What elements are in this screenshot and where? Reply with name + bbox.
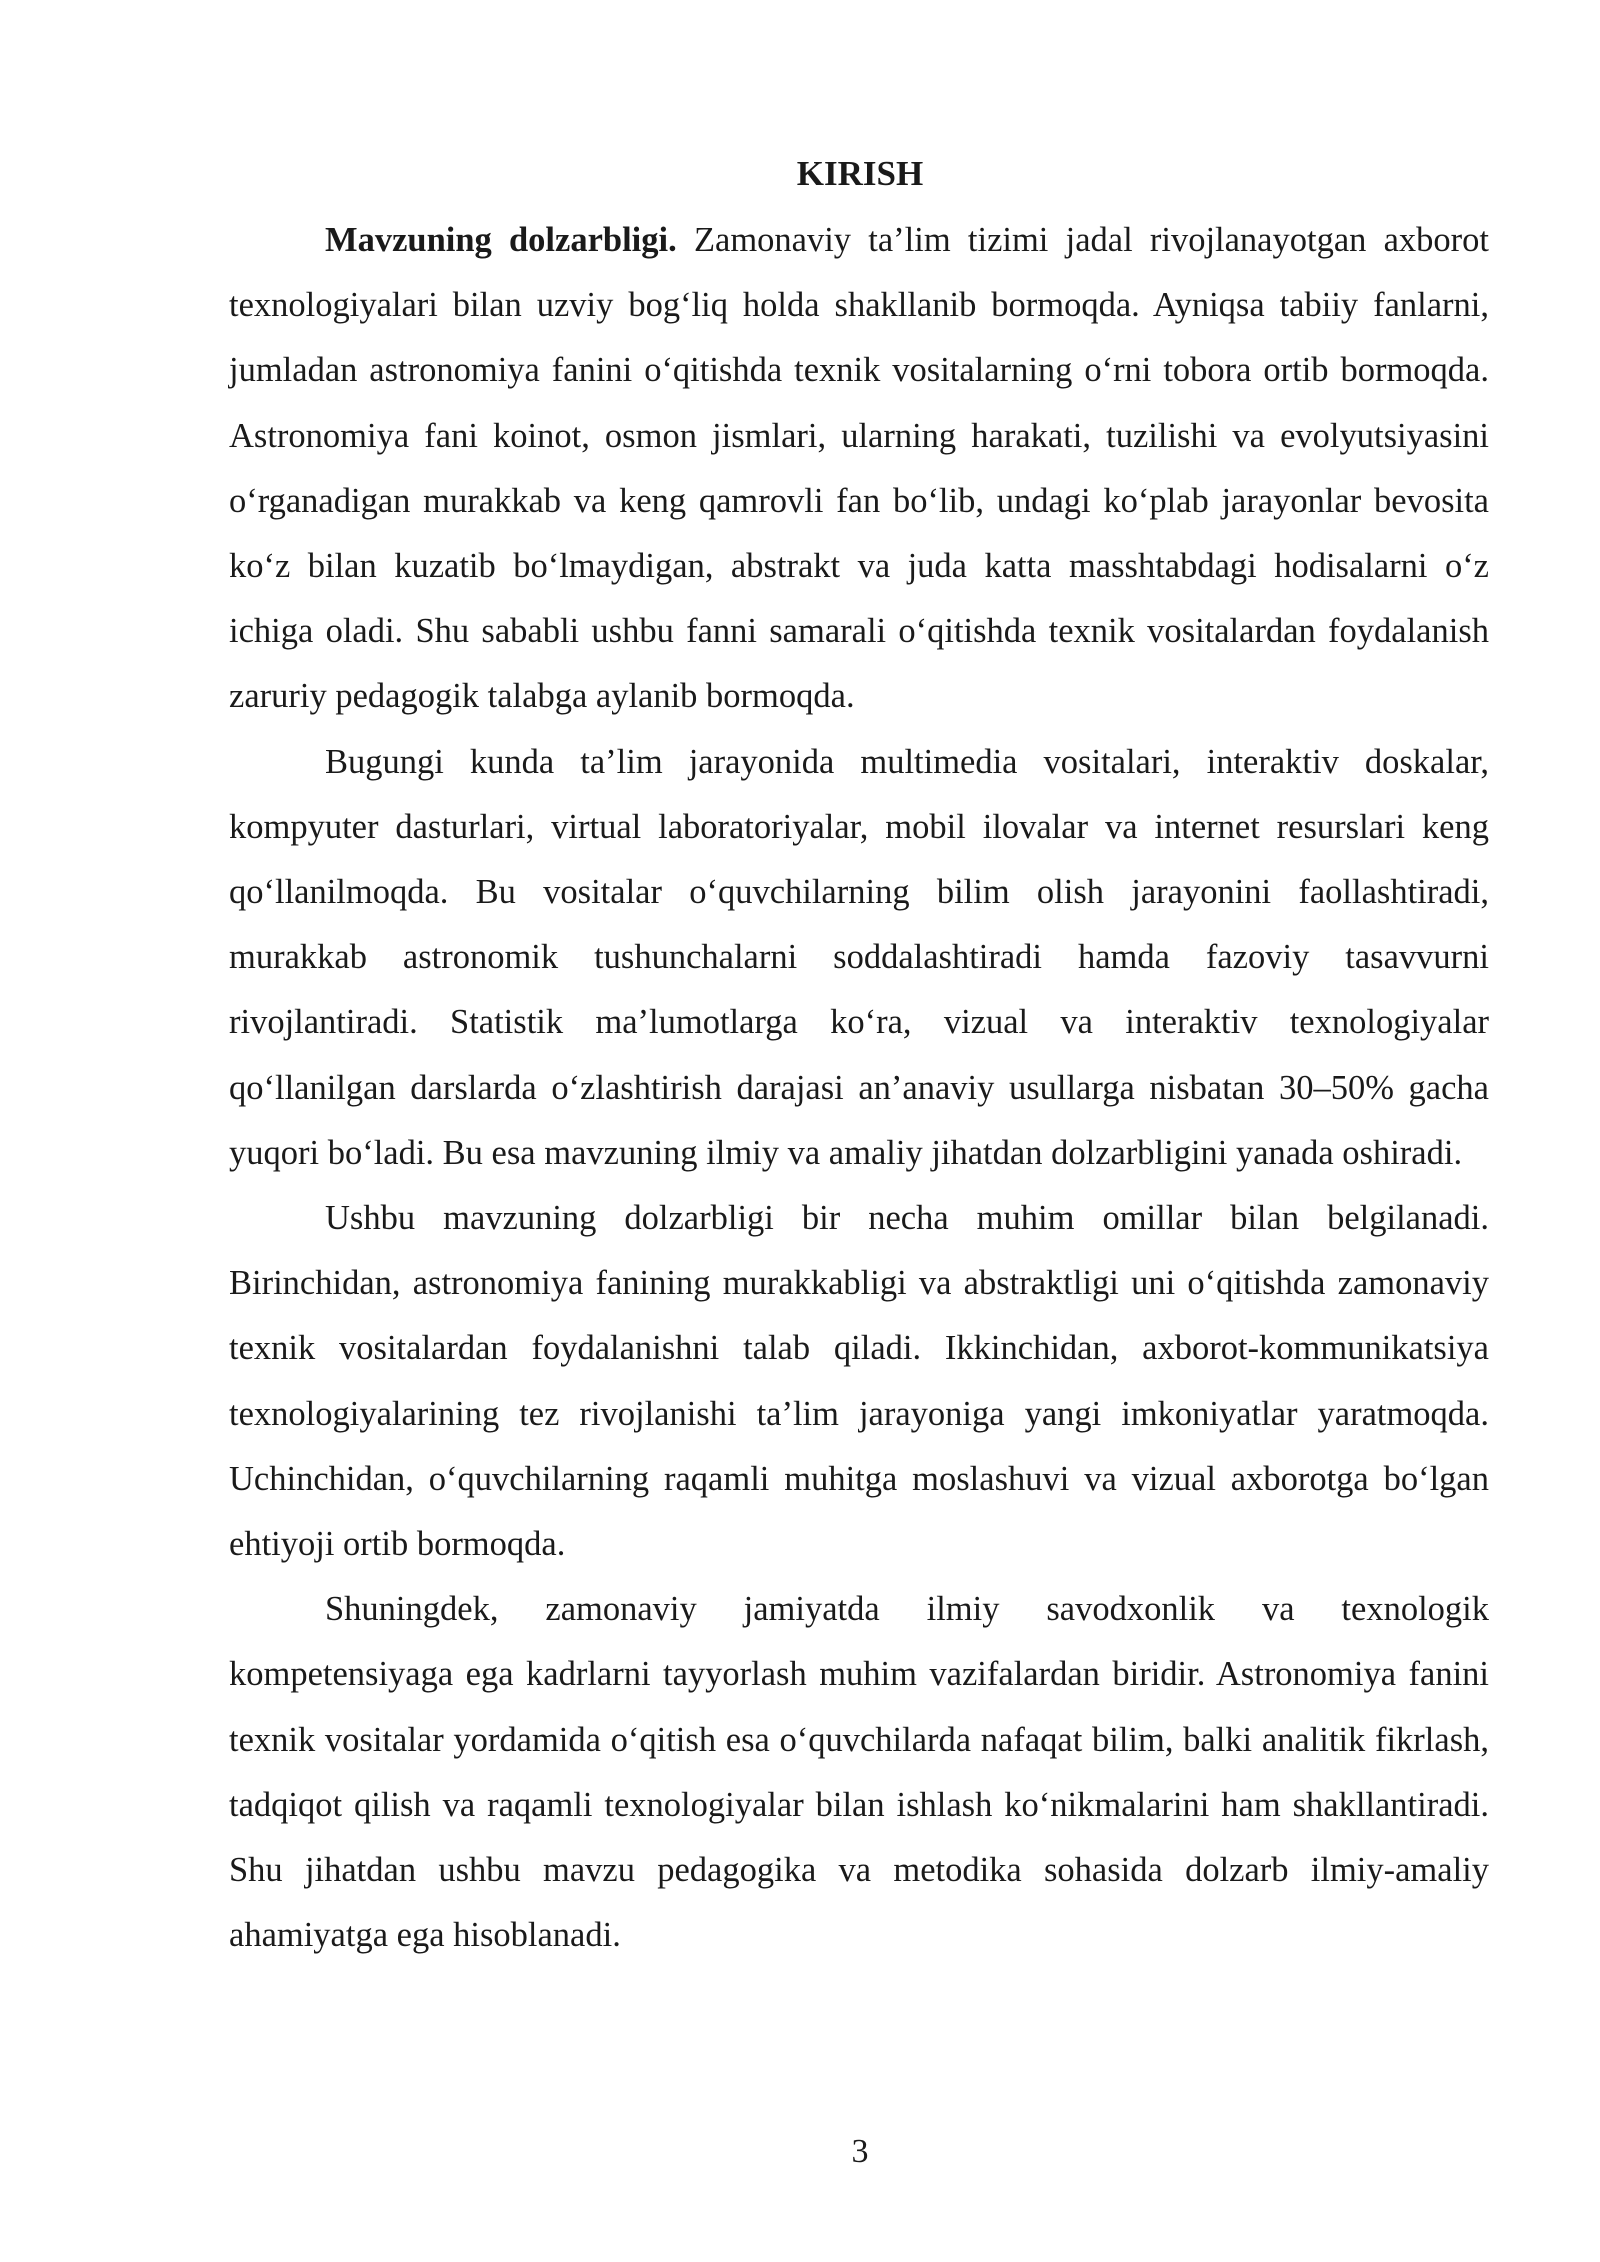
paragraph-relevance (229, 208, 1489, 730)
body-text (229, 208, 1489, 1968)
page-number: 3 (851, 2133, 869, 2170)
paragraph-factors: Ushbu mavzuning dolzarbligi bir necha muhim omillar bilan belgilanadi. Birinchidan, astronomiya fanining murakkabligi va abstraktligi uni o‘qitishda zamonaviy texnik vositalardan foydalanishni talab qiladi. Ikkinchidan, axborot-kommunikatsiya texnologiyalarining tez rivojlanishi ta’lim jarayoniga yangi imkoniyatlar yaratmoqda. Uchinchidan, o‘quvchilarning raqamli muhitga moslashuvi va vizual axborotga bo‘lgan ehtiyoji ortib bormoqda. (229, 1199, 1489, 1564)
paragraph-competence: Shuningdek, zamonaviy jamiyatda ilmiy savodxonlik va texnologik kompetensiyaga ega kadrlarni tayyorlash muhim vazifalardan biridir. Astronomiya fanini texnik vositalar yordamida o‘qitish esa o‘quvchilarda nafaqat bilim, balki analitik fikrlash, tadqiqot qilish va raqamli texnologiyalar bilan ishlash ko‘nikmalarini ham shakllantiradi. Shu jihatdan ushbu mavzu pedagogika va metodika sohasida dolzarb ilmiy-amaliy ahamiyatga ega hisoblanadi. (229, 1590, 1489, 1955)
section-title: KIRISH (796, 154, 924, 193)
paragraph-text: Zamonaviy ta’lim tizimi jadal rivojlanayotgan axborot texnologiyalari bilan uzviy bog‘liq holda shakllanib bormoqda. Ayniqsa tabiiy fanlarni, jumladan astronomiya fanini o‘qitishda texnik vositalarning o‘rni tobora ortib bormoqda. Astronomiya fani koinot, osmon jismlari, ularning harakati, tuzilishi va evolyutsiyasini o‘rganadigan murakkab va keng qamrovli fan bo‘lib, undagi ko‘plab jarayonlar bevosita ko‘z bilan kuzatib bo‘lmaydigan, abstrakt va juda katta masshtabdagi hodisalarni o‘z ichiga oladi. Shu sababli ushbu fanni samarali o‘qitishda texnik vositalardan foydalanish zaruriy pedagogik talabga aylanib bormoqda. (229, 221, 1489, 716)
paragraph-tools: Bugungi kunda ta’lim jarayonida multimedia vositalari, interaktiv doskalar, kompyuter dasturlari, virtual laboratoriyalar, mobil ilovalar va internet resurslari keng qo‘llanilmoqda. Bu vositalar o‘quvchilarning bilim olish jarayonini faollashtiradi, murakkab astronomik tushunchalarni soddalashtiradi hamda fazoviy tasavvurni rivojlantiradi. Statistik ma’lumotlarga ko‘ra, vizual va interaktiv texnologiyalar qo‘llanilgan darslarda o‘zlashtirish darajasi an’anaviy usullarga nisbatan 30–50% gacha yuqori bo‘ladi. Bu esa mavzuning ilmiy va amaliy jihatdan dolzarbligini yanada oshiradi. (229, 742, 1489, 1172)
paragraph-lead: Mavzuning dolzarbligi. (325, 221, 677, 259)
